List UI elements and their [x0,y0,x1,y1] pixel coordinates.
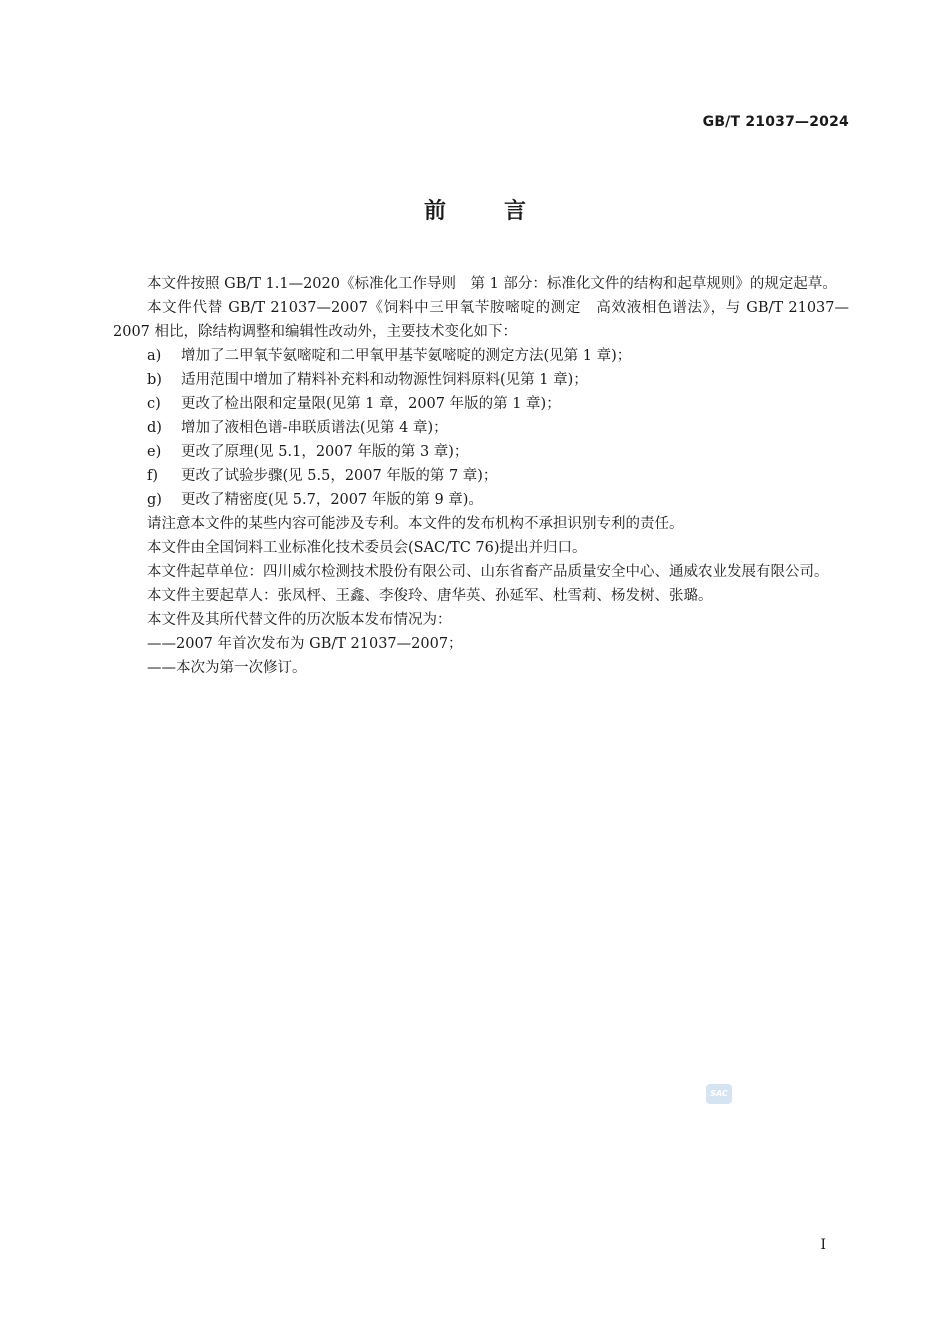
patent-notice-paragraph: 请注意本文件的某些内容可能涉及专利。本文件的发布机构不承担识别专利的责任。 [147,516,684,532]
history-item: ——2007 年首次发布为 GB/T 21037—2007； [147,636,463,652]
list-marker: a) [147,348,162,364]
list-item-text: 增加了二甲氧苄氨嘧啶和二甲氧甲基苄氨嘧啶的测定方法(见第 1 章)； [181,348,632,364]
list-item-text: 更改了原理(见 5.1，2007 年版的第 3 章)； [181,444,469,460]
standard-number: GB/T 21037—2024 [702,114,849,130]
page-number: I [820,1237,826,1253]
list-item [113,368,849,392]
list-item [113,416,849,440]
list-item [113,488,849,512]
history-intro-paragraph: 本文件及其所代替文件的历次版本发布情况为： [147,612,452,628]
list-item [113,392,849,416]
list-item [113,440,849,464]
list-item-text: 增加了液相色谱-串联质谱法(见第 4 章)； [181,420,448,436]
history-item: ——本次为第一次修订。 [147,660,307,676]
page-title: 前言 [423,199,584,224]
drafting-units-paragraph: 本文件起草单位：四川威尔检测技术股份有限公司、山东省畜产品质量安全中心、通威农业发展有限公司。 [147,564,829,580]
list-item-text: 适用范围中增加了精料补充料和动物源性饲料原料(见第 1 章)； [181,372,588,388]
list-marker: b) [147,372,162,388]
drafters-paragraph: 本文件主要起草人：张凤枰、王鑫、李俊玲、唐华英、孙延军、杜雪莉、杨发树、张璐。 [147,588,713,604]
history-list [113,632,849,680]
list-marker: c) [147,396,161,412]
list-item [113,344,849,368]
list-item-text: 更改了精密度(见 5.7，2007 年版的第 9 章)。 [181,492,483,508]
list-marker: f) [147,468,159,484]
list-item [113,464,849,488]
changes-list [113,344,849,512]
document-body [113,272,849,680]
sac-watermark-logo: SAC [706,1084,732,1104]
list-marker: g) [147,492,162,508]
list-marker: d) [147,420,162,436]
list-marker: e) [147,444,162,460]
list-item-text: 更改了试验步骤(见 5.5，2007 年版的第 7 章)； [181,468,498,484]
proposer-paragraph: 本文件由全国饲料工业标准化技术委员会(SAC/TC 76)提出并归口。 [147,540,587,556]
list-item-text: 更改了检出限和定量限(见第 1 章，2007 年版的第 1 章)； [181,396,561,412]
drafting-rule-paragraph: 本文件按照 GB/T 1.1—2020《标准化工作导则 第 1 部分：标准化文件的结构和起草规则》的规定起草。 [147,276,837,292]
replacement-paragraph: 本文件代替 GB/T 21037—2007《饲料中三甲氧苄胺嘧啶的测定 高效液相色谱法》，与 GB/T 21037—2007 相比，除结构调整和编辑性改动外，主要技术变化如下： [113,300,849,340]
